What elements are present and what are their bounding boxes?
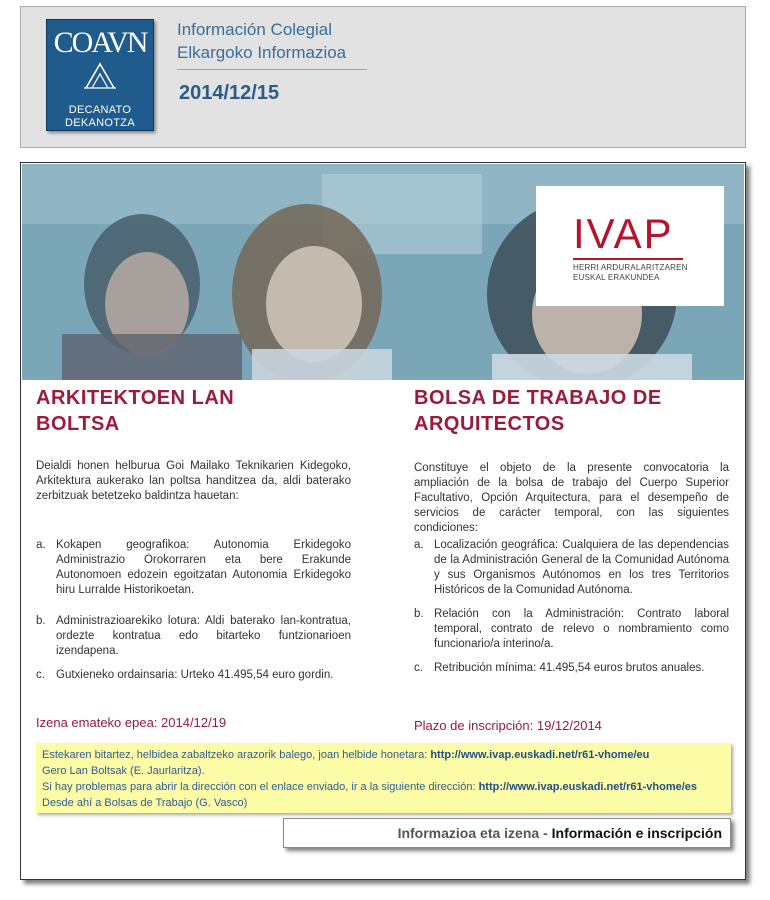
list-letter: c. [36, 669, 45, 681]
list-letter: b. [36, 615, 46, 627]
main-panel [20, 162, 746, 880]
list-text: Relación con la Administración: Contrato laboral temporal, contrato de relevo o nombramiento como funcionario/a interino/a. [434, 608, 729, 650]
footer-eu-label: Informazioa eta izena [397, 825, 540, 841]
list-letter: a. [414, 539, 424, 551]
list-item [36, 668, 351, 683]
note-eu-path: Gero Lan Boltsak (E. Jaurlaritza). [42, 765, 205, 777]
students-photo [22, 164, 744, 380]
list-text: Localización geográfica: Cualquiera de las dependencias de la Administración General de la Comunidad Autónoma y sus Organismos Autónomos en los tres Territorios Históricos de la Comunidad Autónoma. [434, 539, 729, 596]
logo-line-dekanotza: DEKANOTZA [65, 117, 135, 129]
link-help-note [36, 743, 731, 813]
es-deadline: Plazo de inscripción: 19/12/2014 [414, 718, 602, 733]
es-title [414, 385, 662, 437]
header-title-es: Información Colegial [177, 20, 332, 39]
list-item [36, 614, 351, 659]
coavn-logo [46, 19, 154, 131]
logo-mark: COAVN [53, 26, 147, 59]
es-title-line1: BOLSA DE TRABAJO DE [414, 387, 662, 409]
eu-intro: Deialdi honen helburua Goi Mailako Teknikarien Kidegoko, Arkitektura aukerako lan poltsa handitzea da, aldi baterako zerbitzuak betetzeko baldintza hauetan: [36, 460, 351, 502]
logo-arch-icon [80, 60, 120, 90]
footer-separator: - [539, 825, 552, 841]
header-date: 2014/12/15 [179, 82, 280, 104]
list-text: Retribución mínima: 41.495,54 euros brutos anuales. [434, 662, 705, 674]
list-item [414, 661, 729, 676]
list-item [414, 538, 729, 598]
ivap-logo [536, 186, 724, 306]
list-text: Kokapen geografikoa: Autonomia Erkidegoko Administrazio Orokorraren eta bere Erakunde Autonomoen edozein egoitzatan Autonomia Erkidegoko hiru Lurralde Historikoetan. [56, 539, 351, 596]
ivap-es-link[interactable]: http://www.ivap.euskadi.net/r61-vhome/es [478, 781, 698, 793]
ivap-wordmark: IVAP [573, 210, 674, 257]
eu-conditions-list [36, 538, 351, 692]
note-eu-text: Estekaren bitartez, helbidea zabaltzeko arazorik balego, joan helbide honetara: [42, 749, 431, 761]
list-letter: b. [414, 608, 424, 620]
eu-title-line2: BOLTSA [36, 413, 120, 435]
logo-line-decanato: DECANATO [68, 104, 132, 116]
eu-title [36, 385, 234, 437]
eu-deadline: Izena emateko epea: 2014/12/19 [36, 715, 227, 730]
note-es-path: Desde ahí a Bolsas de Trabajo (G. Vasco) [42, 797, 248, 809]
header-title-eu: Elkargoko Informazioa [177, 43, 347, 62]
info-registration-bar [283, 818, 731, 848]
list-item [36, 538, 351, 598]
es-conditions-list [414, 538, 729, 685]
footer-es-label: Información e inscripción [551, 825, 722, 841]
es-intro: Constituye el objeto de la presente convocatoria la ampliación de la bolsa de trabajo del Cuerpo Superior Facultativo, Opción Arquitectura, para el desempeño de servicios de carácter temporal, con las siguientes condiciones: [414, 462, 729, 534]
ivap-subtitle-2: EUSKAL ERAKUNDEA [573, 273, 660, 282]
list-text: Gutxieneko ordainsaria: Urteko 41.495,54 euro gordin. [56, 669, 334, 681]
eu-title-line1: ARKITEKTOEN LAN [36, 387, 235, 409]
header-banner [20, 6, 746, 148]
note-line-eu [42, 747, 725, 763]
header-rule [177, 69, 367, 70]
ivap-subtitle-1: HERRI ARDURALARITZAREN [573, 263, 688, 272]
list-letter: c. [414, 662, 423, 674]
es-title-line2: ARQUITECTOS [414, 413, 565, 435]
note-es-text: Si hay problemas para abrir la dirección con el enlace enviado, ir a la siguiente dirección: [42, 781, 479, 793]
list-item [414, 607, 729, 652]
ivap-underline [573, 258, 683, 260]
list-letter: a. [36, 539, 46, 551]
note-line-es [42, 779, 725, 795]
list-text: Administrazioarekiko lotura: Aldi baterako lan-kontratua, ordezte kontratua edo bitarteko funtzionarioen izendapena. [56, 615, 351, 657]
ivap-eu-link[interactable]: http://www.ivap.euskadi.net/r61-vhome/eu [430, 749, 650, 761]
